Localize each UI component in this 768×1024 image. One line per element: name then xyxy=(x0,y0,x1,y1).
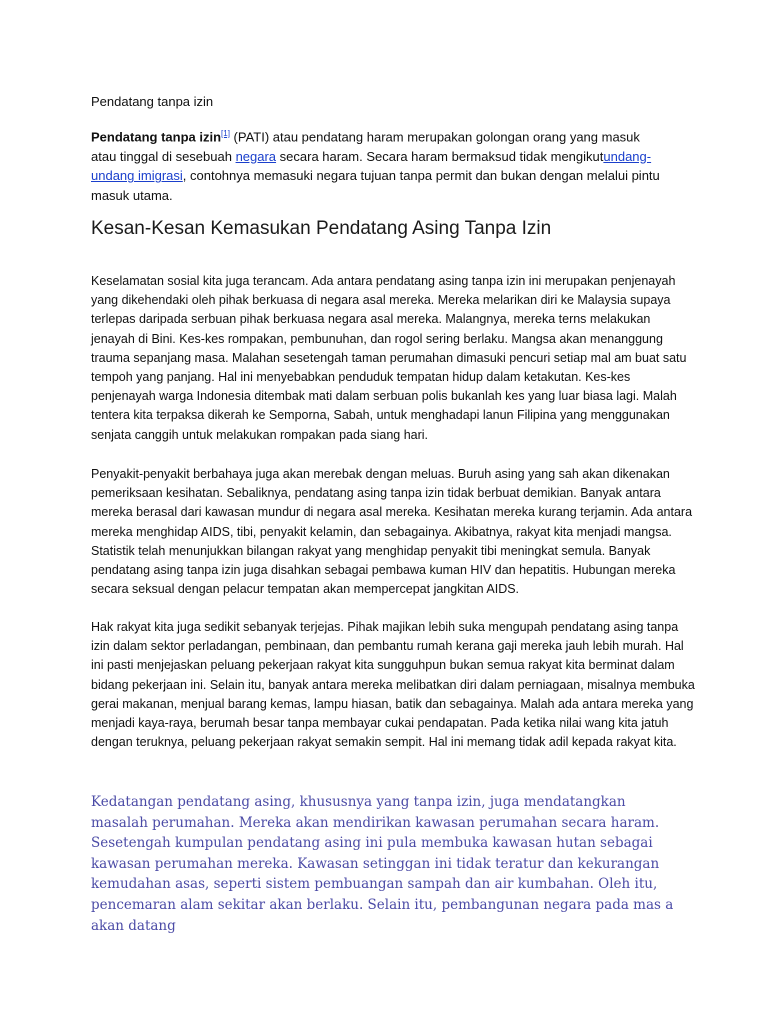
paragraph-keselamatan: Keselamatan sosial kita juga terancam. Ada antara pendatang asing tanpa izin ini merupakan penjenayah yang dikehendaki oleh pihak berkuasa di negara asal mereka. Mereka melarikan diri ke Malaysia supaya terlepas daripada serbuan pihak berkuasa negara asal mereka. Malangnya, mereka terns melakukan jenayah di Bini. Kes-kes rompakan, pembunuhan, dan rogol sering berlaku. Mangsa akan menanggung trauma sepanjang masa. Malahan sesetengah taman perumahan dimasuki pencuri setiap mal am buat satu tempoh yang panjang. Hal ini menyebabkan penduduk tempatan hidup dalam ketakutan. Kes-kes penjenayah warga Indonesia ditembak mati dalam serbuan polis bukanlah kes yang luar biasa lagi. Malah tentera kita terpaksa dikerah ke Semporna, Sabah, untuk menghadapi lanun Filipina yang menggunakan senjata canggih untuk melakukan rompakan pada siang hari. xyxy=(91,274,687,442)
link-negara[interactable]: negara xyxy=(235,148,277,164)
link-undang-undang-imigrasi[interactable]: undang-undang imigrasi xyxy=(91,148,652,184)
paragraph-penyakit: Penyakit-penyakit berbahaya juga akan merebak dengan meluas. Buruh asing yang sah akan dikenakan pemeriksaan kesihatan. Sebaliknya, pendatang asing tanpa izin tidak berbuat demikian. Banyak antara mereka berasal dari kawasan mundur di negara asal mereka. Kesihatan mereka kurang terjamin. Ada antara mereka menghidap AIDS, tibi, penyakit kelamin, dan sebagainya. Akibatnya, rakyat kita menjadi mangsa. Statistik telah menunjukkan bilangan rakyat yang menghidap penyakit tibi meningkat semula. Banyak pendatang asing tanpa izin juga disahkan sebagai pembawa kuman HIV dan hepatitis. Hubungan mereka secara seksual dengan pelacur tempatan akan mempercepat jangkitan AIDS. xyxy=(91,467,693,597)
section-heading: Kesan-Kesan Kemasukan Pendatang Asing Tanpa Izin xyxy=(91,218,552,239)
intro-text-1: (PATI) atau pendatang haram merupakan golongan orang yang masuk atau tinggal di sesebuah xyxy=(91,129,640,164)
intro-text-2: secara haram. Secara haram bermaksud tidak mengikut xyxy=(276,148,604,164)
paragraph-perumahan: Kedatangan pendatang asing, khususnya yang tanpa izin, juga mendatangkan masalah perumahan. Mereka akan mendirikan kawasan perumahan secara haram. Sesetengah kumpulan pendatang asing ini pula membuka kawasan hutan sebagai kawasan perumahan mereka. Kawasan setinggan ini tidak teratur dan kekurangan kemudahan asas, seperti sistem pembuangan sampah dan air kumbahan. Oleh itu, pencemaran alam sekitar akan berlaku. Selain itu, pembangunan negara pada mas a akan datang xyxy=(91,794,674,934)
intro-text-3: , contohnya memasuki negara tujuan tanpa permit dan bukan dengan melalui pintu masuk utama. xyxy=(91,168,660,203)
intro-bold-term: Pendatang tanpa izin xyxy=(91,129,222,145)
reference-link[interactable]: [1] xyxy=(221,129,230,138)
intro-paragraph xyxy=(91,124,666,205)
paragraph-hak-rakyat: Hak rakyat kita juga sedikit sebanyak terjejas. Pihak majikan lebih suka mengupah pendatang asing tanpa izin dalam sektor perladangan, pembinaan, dan pembantu rumah kerana gaji mereka jauh lebih murah. Hal ini pasti menjejaskan peluang pekerjaan rakyat kita sungguhpun bukan semua rakyat kita berminat dalam bidang pekerjaan ini. Selain itu, banyak antara mereka melibatkan diri dalam perniagaan, misalnya membuka gerai makanan, menjual barang kemas, lampu hiasan, batik dan sebagainya. Malah ada antara mereka yang menjadi kaya-raya, berumah besar tanpa membayar cukai pendapatan. Pada ketika nilai wang kita jatuh dengan teruknya, peluang pekerjaan rakyat semakin sempit. Hal ini memang tidak adil kepada rakyat kita. xyxy=(91,620,695,750)
document-title: Pendatang tanpa izin xyxy=(91,94,214,109)
